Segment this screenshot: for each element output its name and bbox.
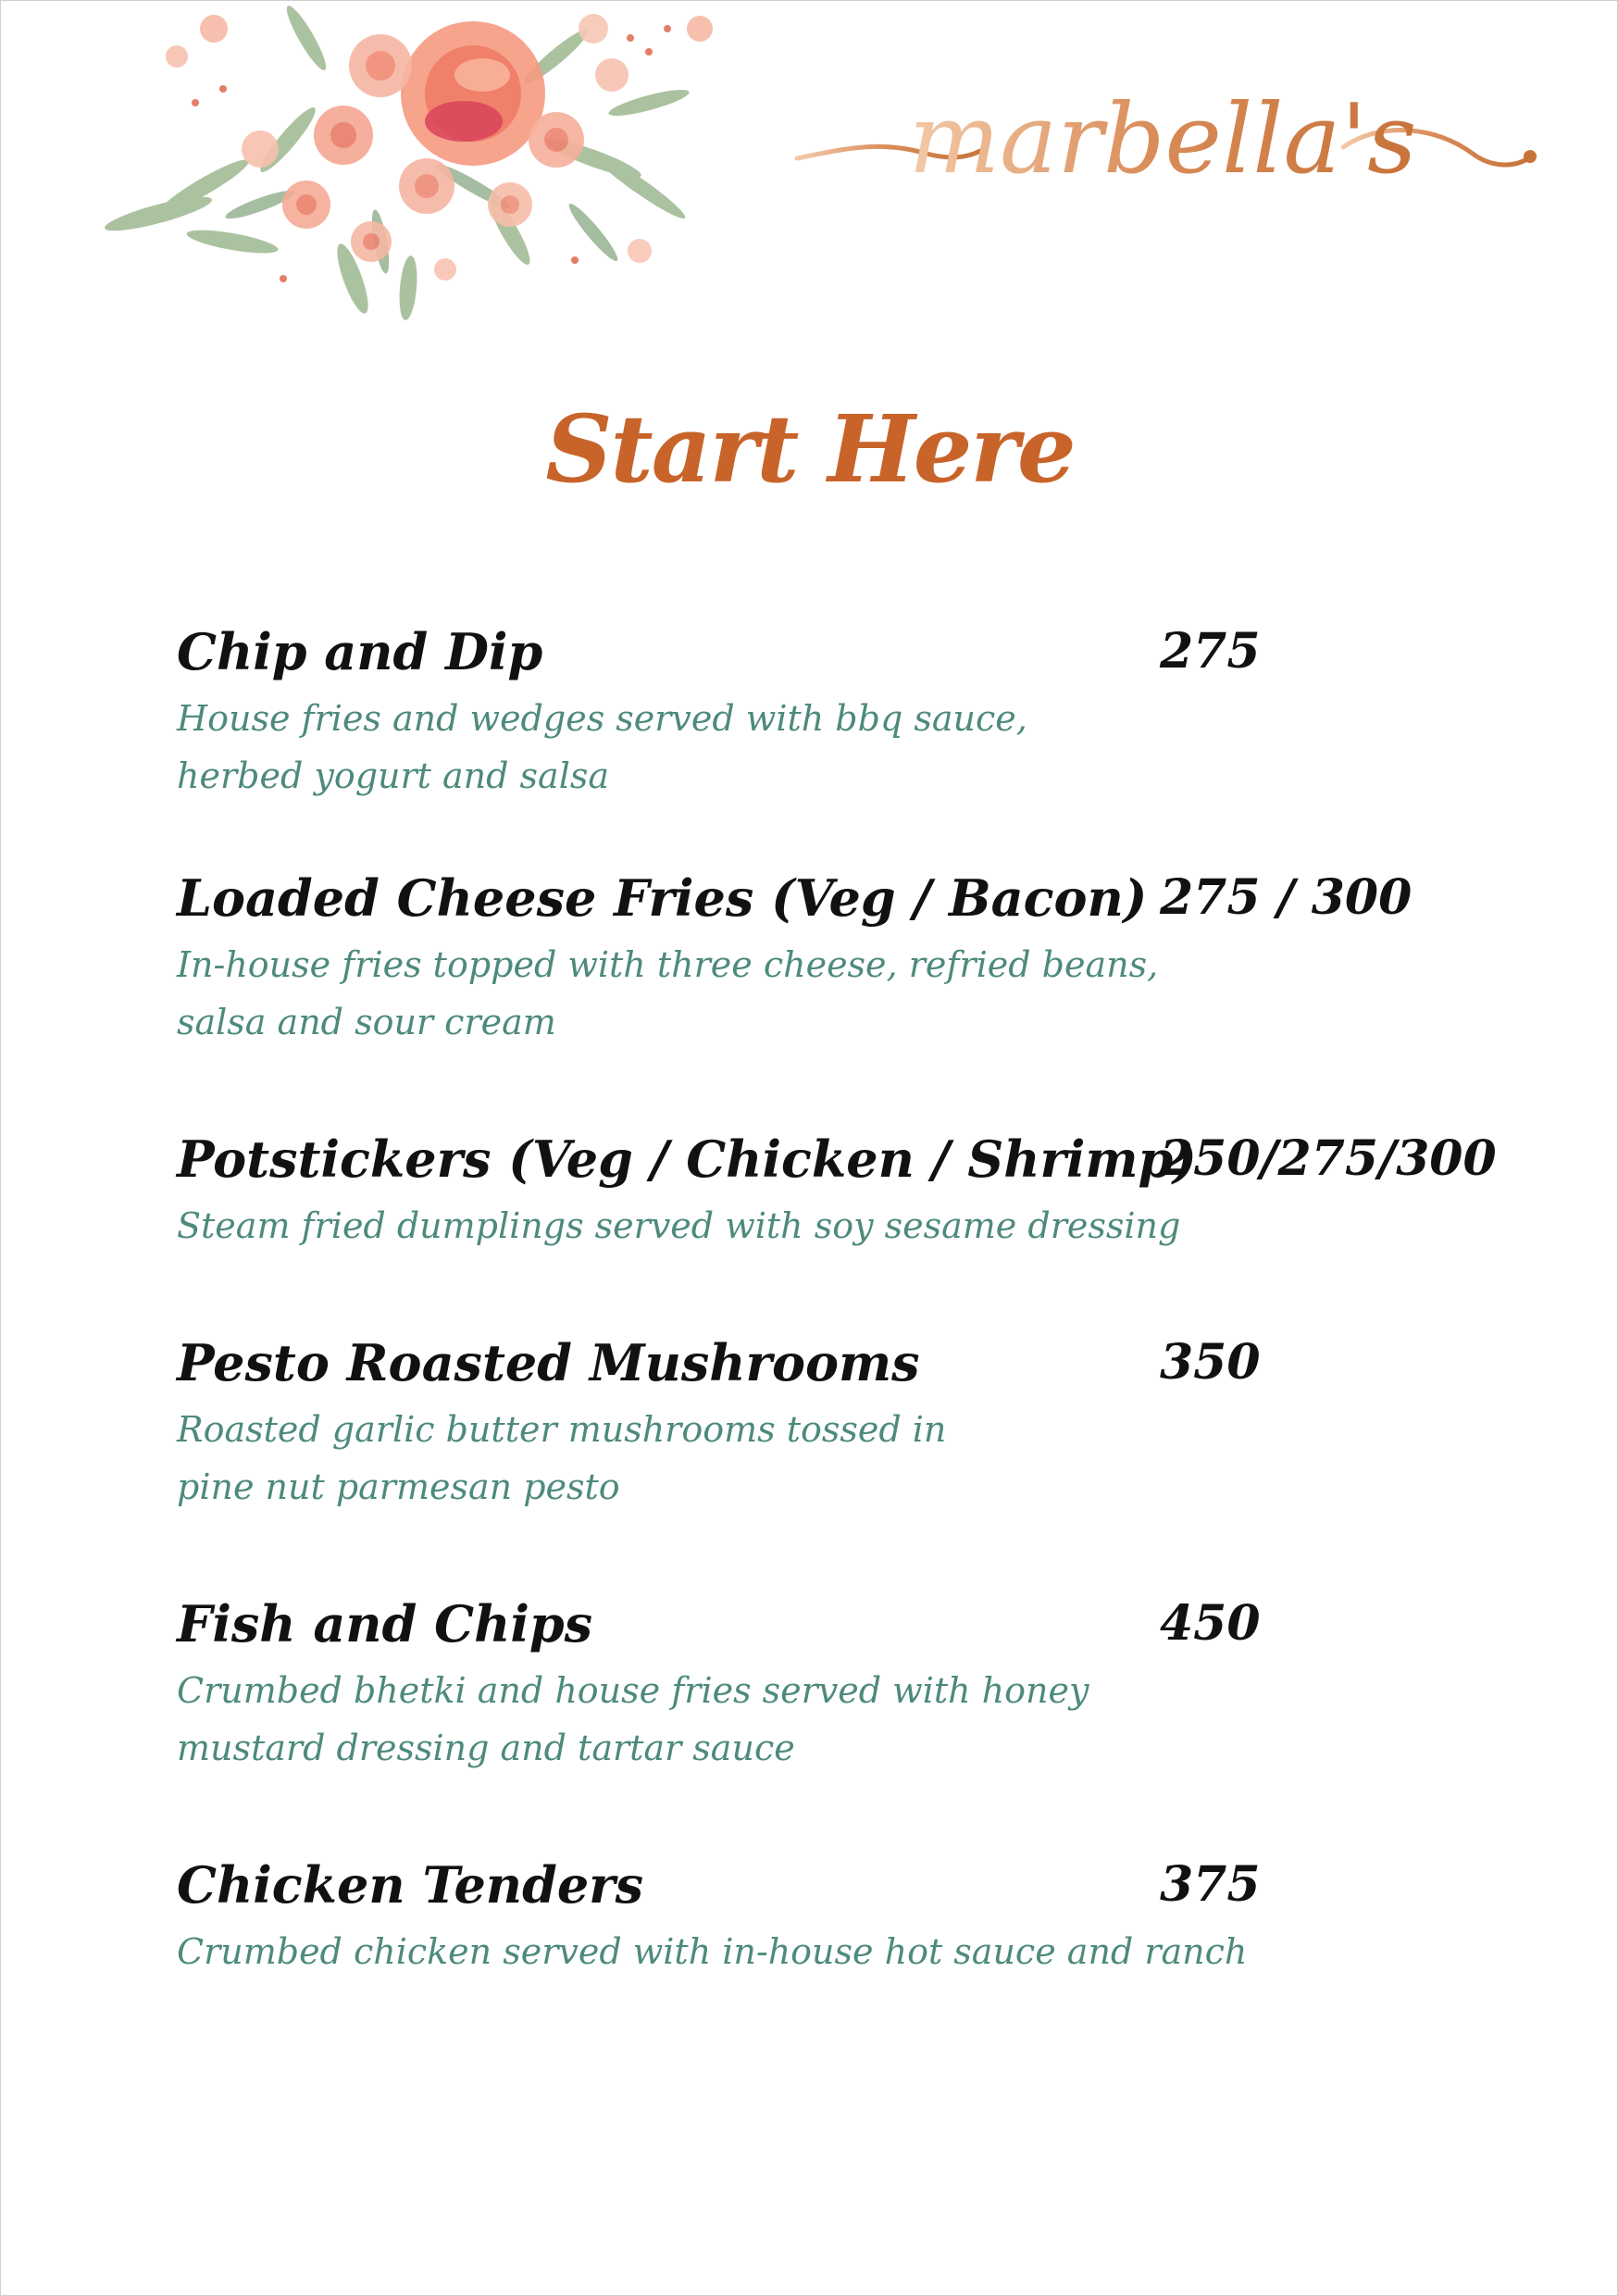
item-price: 250/275/300 <box>1160 1130 1497 1187</box>
description-line: pine nut parmesan pesto <box>177 1466 620 1507</box>
description-line: Crumbed chicken served with in-house hot sauce and ranch <box>177 1931 1248 1972</box>
item-name: Chip and Dip <box>177 622 543 681</box>
description-line: herbed yogurt and salsa <box>177 755 610 796</box>
item-description <box>177 690 1027 805</box>
item-price: 275 <box>1160 623 1261 680</box>
description-line: Roasted garlic butter mushrooms tossed in <box>177 1409 947 1450</box>
item-description <box>177 1662 1089 1777</box>
brand-name: marbella's <box>908 82 1417 195</box>
item-name: Chicken Tenders <box>177 1855 644 1915</box>
section-title: Start Here <box>545 394 1075 504</box>
item-price: 275 / 300 <box>1160 869 1413 926</box>
brand-logo <box>788 38 1547 223</box>
description-line: In-house fries topped with three cheese, refried beans, <box>177 944 1159 985</box>
item-price: 450 <box>1160 1595 1261 1652</box>
item-price: 375 <box>1160 1856 1261 1913</box>
description-line: Steam fried dumplings served with soy sesame dressing <box>177 1205 1181 1246</box>
item-description <box>177 1197 1180 1254</box>
floral-bouquet-illustration <box>75 1 741 334</box>
item-name: Potstickers (Veg / Chicken / Shrimp) <box>177 1129 1197 1189</box>
item-description <box>177 936 1158 1051</box>
item-description <box>177 1923 1247 1980</box>
description-line: Crumbed bhetki and house fries served with honey <box>177 1670 1089 1711</box>
item-name: Pesto Roasted Mushrooms <box>177 1333 920 1392</box>
item-description <box>177 1401 946 1516</box>
description-line: mustard dressing and tartar sauce <box>177 1728 795 1768</box>
item-name: Fish and Chips <box>177 1594 593 1653</box>
item-price: 350 <box>1160 1334 1261 1391</box>
description-line: salsa and sour cream <box>177 1002 556 1042</box>
item-name: Loaded Cheese Fries (Veg / Bacon) <box>177 868 1148 928</box>
description-line: House fries and wedges served with bbq sauce, <box>177 698 1027 739</box>
